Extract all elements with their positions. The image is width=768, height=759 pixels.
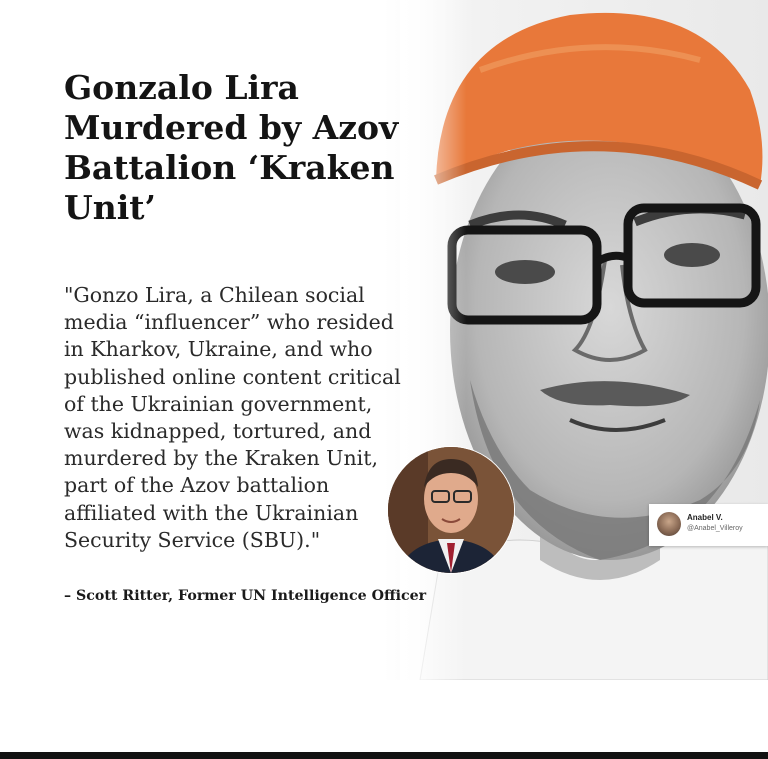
watermark-name: Anabel V.	[687, 513, 723, 522]
watermark-handle: @Anabel_Villeroy	[687, 525, 743, 532]
quote-text: "Gonzo Lira, a Chilean social media “influencer” who resided in Kharkov, Ukraine, and who published online content critical of the Ukrainian government, was kidnapped, tortured, and murdered by the Kraken Unit, part of the Azov battalion affiliated with the Ukrainian Security Service (SBU)."	[64, 283, 401, 552]
bottom-bar	[0, 752, 768, 759]
social-watermark	[649, 504, 768, 546]
speaker-photo	[388, 447, 514, 573]
portrait-sketch	[400, 0, 768, 680]
quote-attribution: – Scott Ritter, Former UN Intelligence Officer	[64, 588, 427, 604]
watermark-avatar	[657, 512, 681, 536]
headline: Gonzalo Lira Murdered by Azov Battalion ‘Kraken Unit’	[64, 68, 399, 227]
